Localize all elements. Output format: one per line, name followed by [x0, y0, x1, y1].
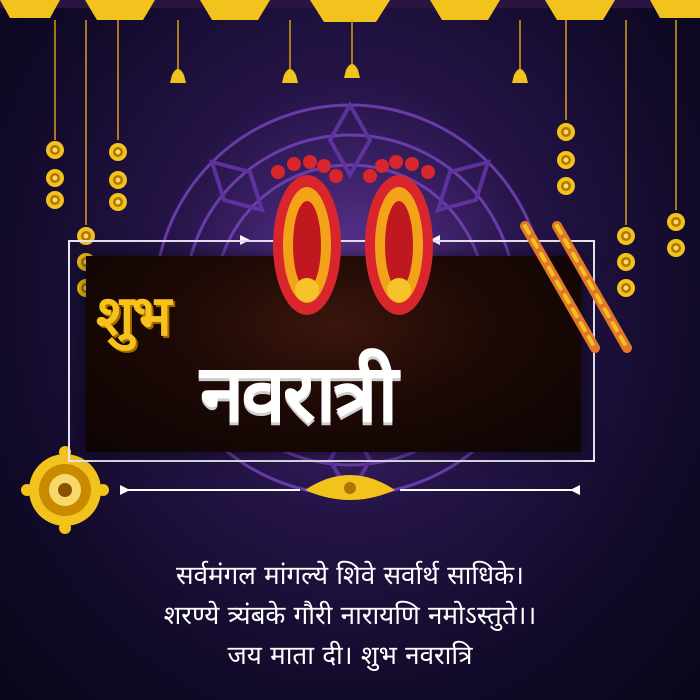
- charan-paduka-icon: [262, 150, 442, 325]
- dandiya-sticks-icon: [515, 218, 640, 363]
- shlok-block: [0, 556, 700, 676]
- title-navratri: नवरात्री: [200, 347, 396, 440]
- shlok-line-1: सर्वमंगल मांगल्ये शिवे सर्वार्थ साधिके।: [176, 561, 524, 591]
- bell-icon: [170, 64, 528, 83]
- shlok-line-3: जय माता दी। शुभ नवरात्रि: [227, 641, 473, 671]
- shlok-line-2: शरण्ये त्र्यंबके गौरी नारायणि नमोऽस्तुते।।: [163, 601, 537, 631]
- bottom-divider: [120, 475, 575, 500]
- top-garland: [0, 0, 700, 22]
- title-shubh: शुभ: [96, 284, 170, 349]
